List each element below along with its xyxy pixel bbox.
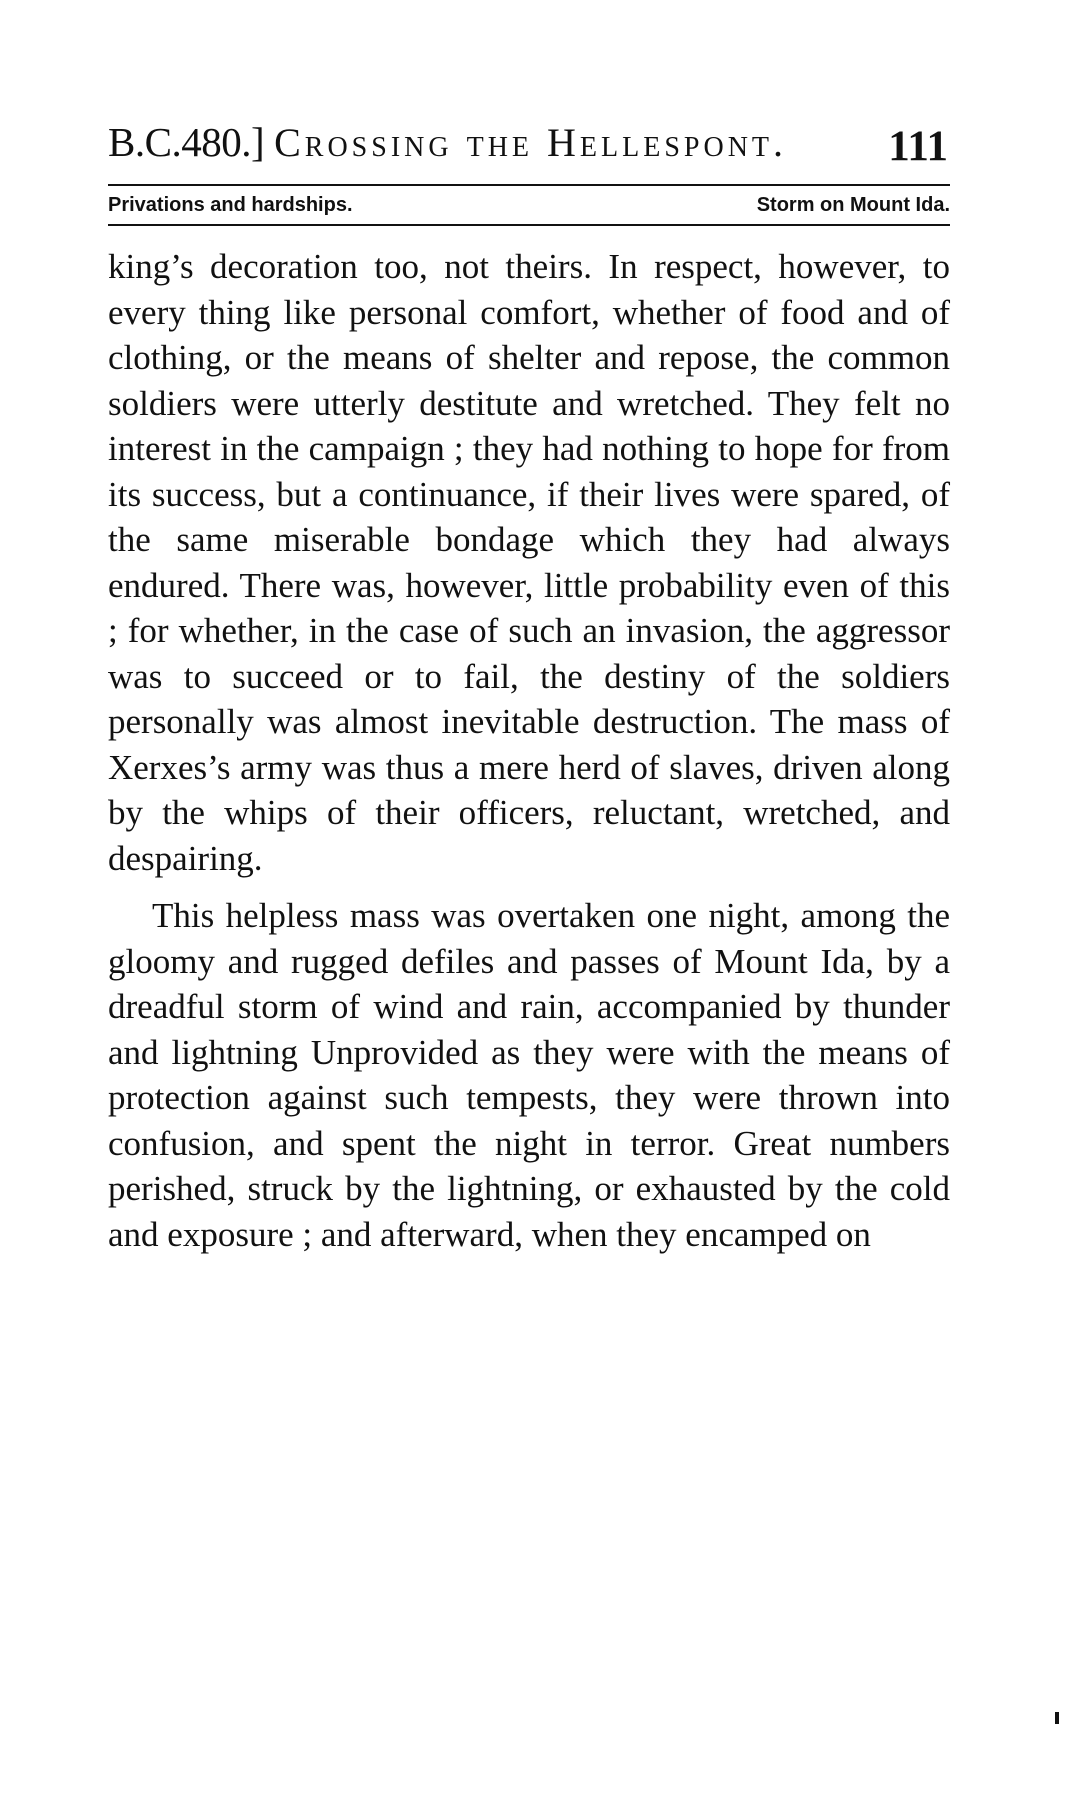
page-number: 111	[888, 123, 948, 170]
subhead-right: Storm on Mount Ida.	[756, 194, 950, 216]
subhead	[108, 186, 950, 224]
subhead-left: Privations and hardships.	[108, 194, 353, 216]
running-head	[108, 118, 950, 184]
book-page	[108, 118, 950, 1257]
body-text	[108, 244, 950, 1257]
running-head-title: Crossing the Hellespont.	[274, 120, 788, 165]
stray-ink-mark	[1055, 1712, 1059, 1724]
running-head-year: B.C.480.]	[108, 119, 265, 165]
paragraph-1: king’s decoration too, not theirs. In respect, however, to every thing like personal comfort, whether of food and of clothing, or the means of shelter and repose, the common soldiers were utterly destitute and wretched. They felt no interest in the campaign ; they had nothing to hope for from its success, but a continuance, if their lives were spared, of the same miserable bondage which they had always endured. There was, however, little probability even of this ; for whether, in the case of such an invasion, the aggressor was to succeed or to fail, the destiny of the soldiers personally was almost inevitable destruction. The mass of Xerxes’s army was thus a mere herd of slaves, driven along by the whips of their officers, reluctant, wretched, and despairing.	[108, 247, 950, 878]
header-rule-bottom	[108, 224, 950, 226]
paragraph-2: This helpless mass was overtaken one night, among the gloomy and rugged defiles and passes of Mount Ida, by a dreadful storm of wind and rain, accompanied by thunder and lightning Unprovided as they were with the means of protection against such tempests, they were thrown into confusion, and spent the night in terror. Great numbers perished, struck by the lightning, or exhausted by the cold and exposure ; and afterward, when they encamped on	[108, 896, 950, 1254]
